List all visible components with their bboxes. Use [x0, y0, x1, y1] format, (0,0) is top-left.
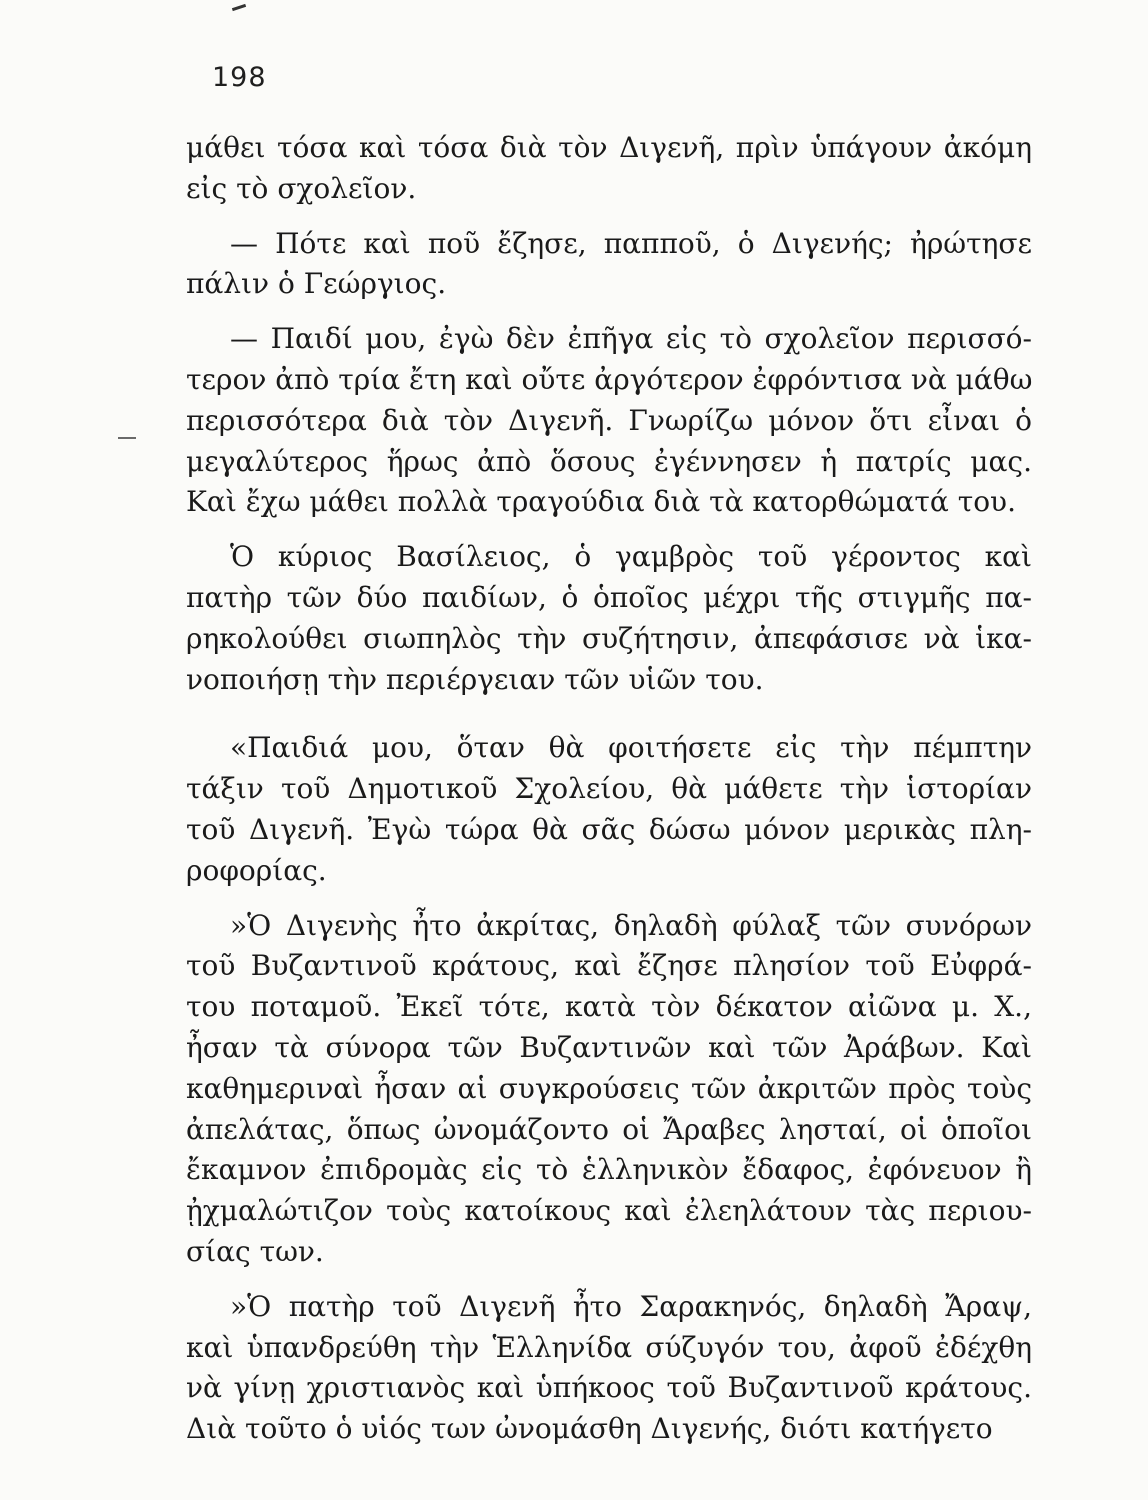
- text-line: — Πότε καὶ ποῦ ἔζησε, παπποῦ, ὁ Διγενής; ἠρώτησε: [230, 226, 1032, 260]
- text-line: πάλιν ὁ Γεώργιος.: [186, 267, 447, 301]
- paragraph: [186, 728, 1032, 891]
- text-line: ἦσαν τὰ σύνορα τῶν Βυζαντινῶν καὶ τῶν Ἀράβων. Καὶ: [186, 1030, 1032, 1064]
- text-line: »Ὁ Διγενὴς ἦτο ἀκρίτας, δηλαδὴ φύλαξ τῶν συνόρων: [230, 908, 1032, 942]
- text-line: ἔκαμνον ἐπιδρομὰς εἰς τὸ ἑλληνικὸν ἔδαφος, ἐφόνευον ἢ: [186, 1153, 1032, 1187]
- paragraph-gap: [186, 210, 1032, 224]
- text-line: Ὁ κύριος Βασίλειος, ὁ γαμβρὸς τοῦ γέροντος καὶ: [230, 540, 1032, 574]
- text-line: ροφορίας.: [186, 853, 327, 887]
- text-line: Διὰ τοῦτο ὁ υἱός των ὠνομάσθη Διγενής, διότι κατήγετο: [186, 1412, 993, 1446]
- text-line: Καὶ ἔχω μάθει πολλὰ τραγούδια διὰ τὰ κατορθώματά του.: [186, 485, 1016, 519]
- text-line: «Παιδιά μου, ὅταν θὰ φοιτήσετε εἰς τὴν πέμπτην: [230, 731, 1032, 765]
- text-line: τοῦ Διγενῆ. Ἐγὼ τώρα θὰ σᾶς δώσω μόνον μερικὰς πλη-: [186, 812, 1032, 846]
- paragraph-gap: [186, 700, 1032, 728]
- text-line: ᾐχμαλώτιζον τοὺς κατοίκους καὶ ἐλεηλάτουν τὰς περιου-: [186, 1194, 1032, 1228]
- text-line: καθημεριναὶ ἦσαν αἱ συγκρούσεις τῶν ἀκριτῶν πρὸς τοὺς: [186, 1071, 1032, 1105]
- paragraph: [186, 319, 1032, 523]
- text-line: »Ὁ πατὴρ τοῦ Διγενῆ ἦτο Σαρακηνός, δηλαδὴ Ἄραψ,: [230, 1289, 1032, 1323]
- text-line: μεγαλύτερος ἥρως ἀπὸ ὅσους ἐγέννησεν ἡ πατρίς μας.: [186, 444, 1032, 478]
- page-number: 198: [212, 62, 267, 93]
- paragraph-gap: [186, 305, 1032, 319]
- paragraph: [186, 906, 1032, 1273]
- text-line: νὰ γίνῃ χριστιανὸς καὶ ὑπήκοος τοῦ Βυζαντινοῦ κράτους.: [186, 1371, 1032, 1405]
- text-line: περισσότερα διὰ τὸν Διγενῆ. Γνωρίζω μόνον ὅτι εἶναι ὁ: [186, 403, 1032, 437]
- text-line: τερον ἀπὸ τρία ἔτη καὶ οὔτε ἀργότερον ἐφρόντισα νὰ μάθω: [186, 362, 1032, 396]
- body-text: [186, 128, 1032, 1450]
- paragraph-gap: [186, 892, 1032, 906]
- text-line: νοποιήσῃ τὴν περιέργειαν τῶν υἱῶν του.: [186, 662, 764, 696]
- text-line: καὶ ὑπανδρεύθη τὴν Ἑλληνίδα σύζυγόν του, ἀφοῦ ἐδέχθη: [186, 1330, 1032, 1364]
- text-line: του ποταμοῦ. Ἐκεῖ τότε, κατὰ τὸν δέκατον αἰῶνα μ. Χ.,: [186, 990, 1032, 1024]
- text-line: ρηκολούθει σιωπηλὸς τὴν συζήτησιν, ἀπεφάσισε νὰ ἱκα-: [186, 621, 1032, 655]
- paragraph: [186, 1287, 1032, 1450]
- paragraph: [186, 224, 1032, 306]
- text-line: σίας των.: [186, 1234, 324, 1268]
- paragraph: [186, 537, 1032, 700]
- paragraph-gap: [186, 1273, 1032, 1287]
- text-line: τάξιν τοῦ Δημοτικοῦ Σχολείου, θὰ μάθετε τὴν ἱστορίαν: [186, 772, 1032, 806]
- text-line: — Παιδί μου, ἐγὼ δὲν ἐπῆγα εἰς τὸ σχολεῖον περισσό-: [230, 322, 1032, 356]
- paragraph: [186, 128, 1032, 210]
- paragraph-gap: [186, 523, 1032, 537]
- text-line: μάθει τόσα καὶ τόσα διὰ τὸν Διγενῆ, πρὶν ὑπάγουν ἀκόμη: [186, 131, 1032, 164]
- text-line: πατὴρ τῶν δύο παιδίων, ὁ ὁποῖος μέχρι τῆς στιγμῆς πα-: [186, 580, 1032, 614]
- text-line: εἰς τὸ σχολεῖον.: [186, 171, 417, 205]
- text-line: ἀπελάτας, ὅπως ὠνομάζοντο οἱ Ἄραβες λησταί, οἱ ὁποῖοι: [186, 1112, 1032, 1146]
- corner-mark: [232, 4, 246, 11]
- margin-tick: [118, 437, 136, 439]
- text-line: τοῦ Βυζαντινοῦ κράτους, καὶ ἔζησε πλησίον τοῦ Εὐφρά-: [186, 949, 1032, 983]
